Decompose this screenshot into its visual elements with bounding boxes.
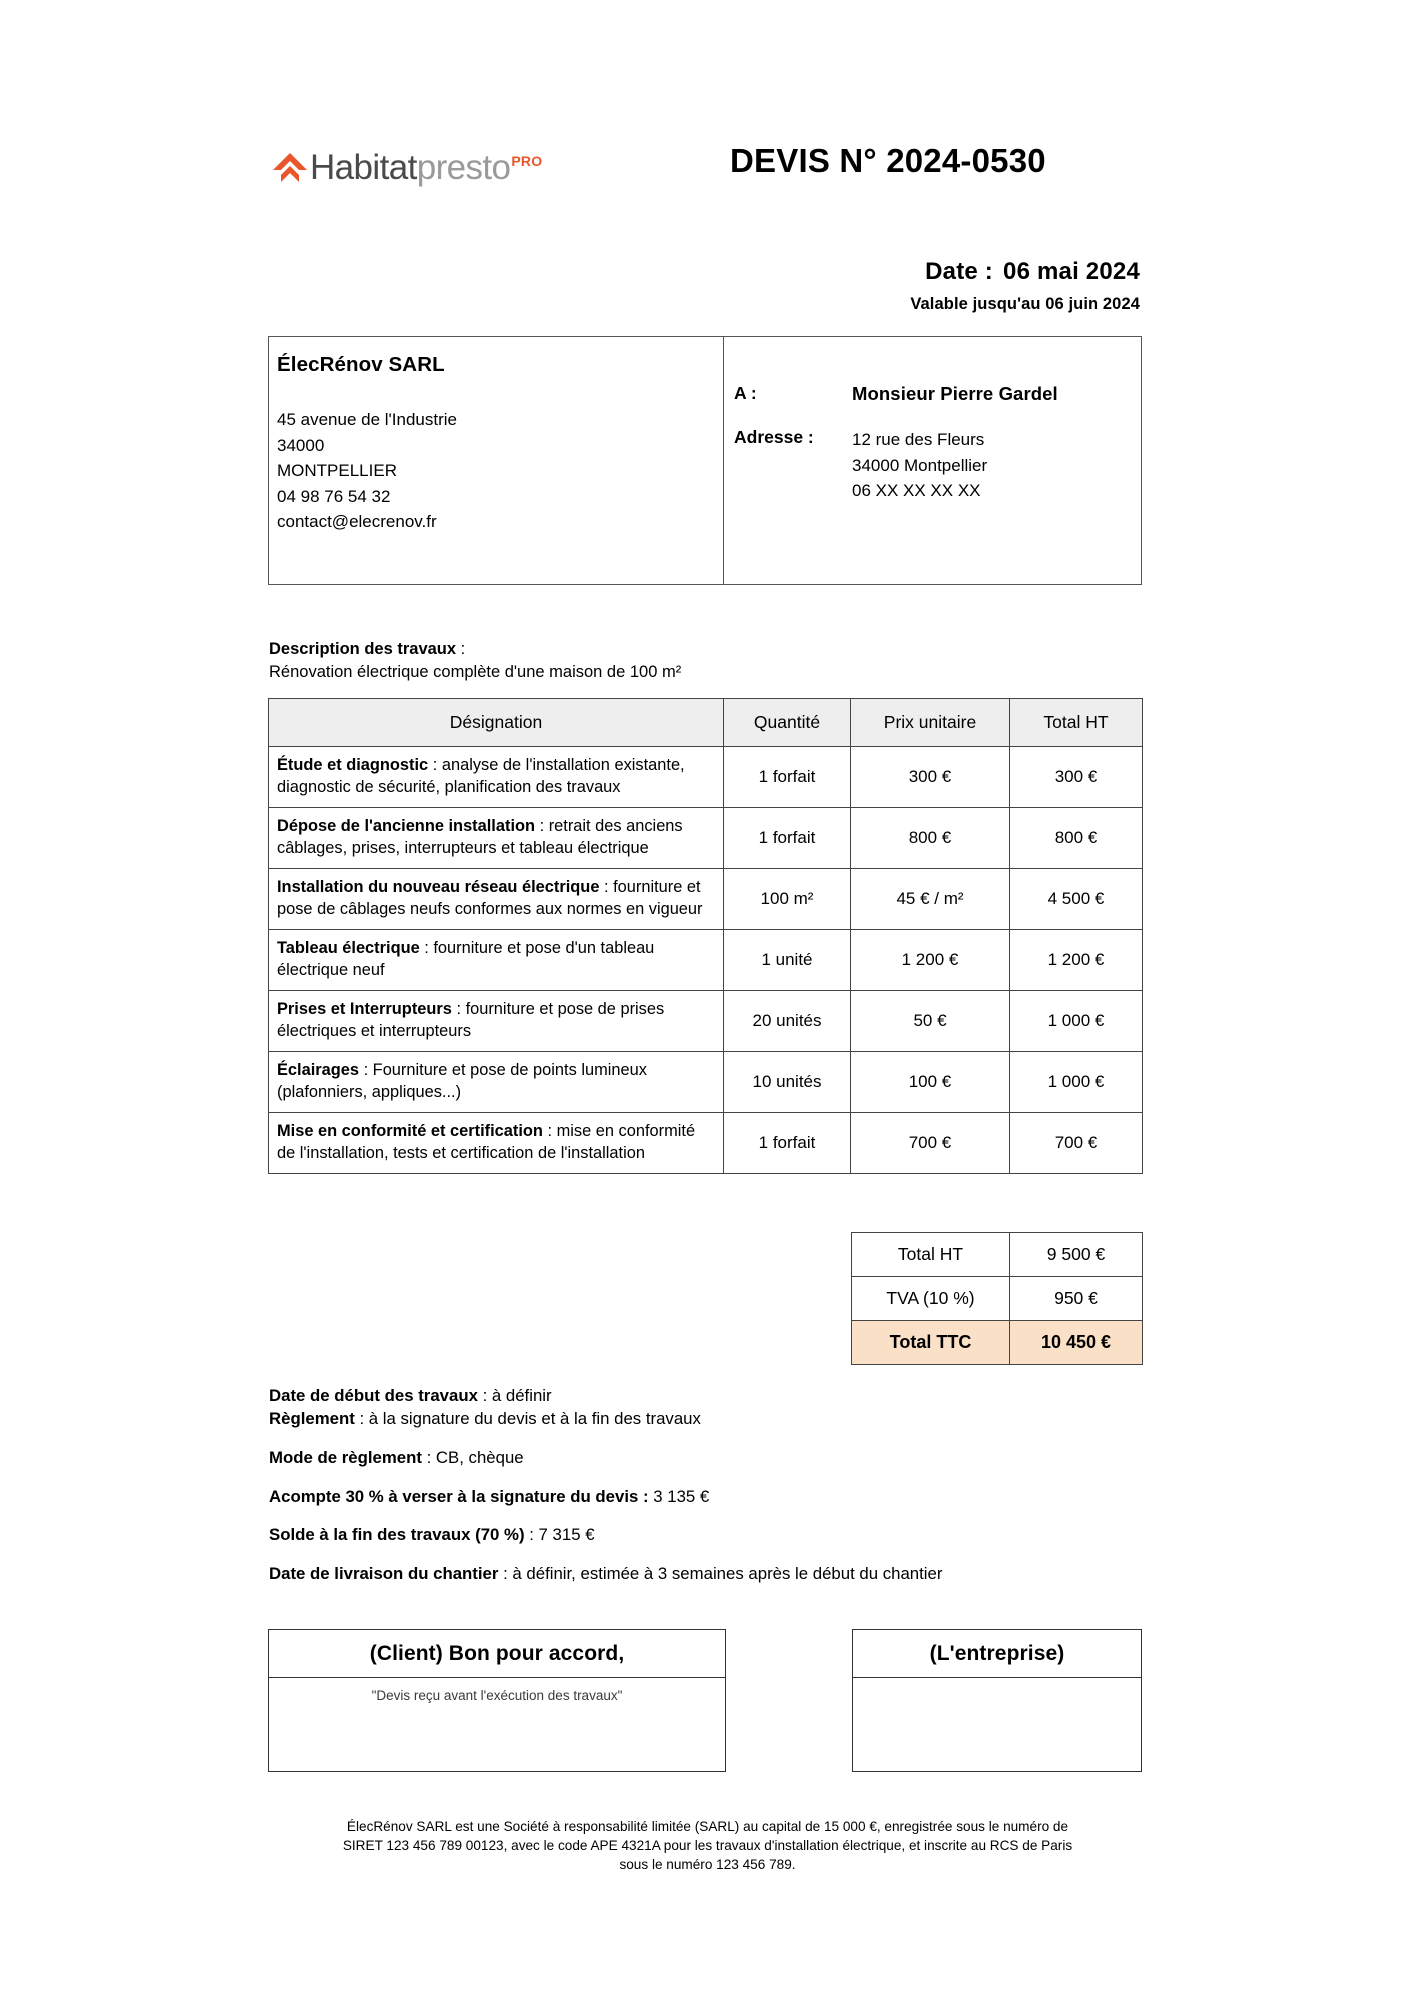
- cell-unit-price: 1 200 €: [851, 930, 1010, 991]
- document-header: [0, 140, 1413, 210]
- cell-unit-price: 700 €: [851, 1113, 1010, 1174]
- table-body: [269, 747, 1143, 1174]
- cell-designation: [269, 869, 724, 930]
- cell-unit-price: 45 € / m²: [851, 869, 1010, 930]
- cell-quantity: 1 forfait: [724, 1113, 851, 1174]
- term-line: [269, 1523, 1149, 1546]
- client-signature-box[interactable]: [268, 1629, 726, 1772]
- cell-quantity: 100 m²: [724, 869, 851, 930]
- client-signature-note: "Devis reçu avant l'exécution des travaux": [371, 1688, 623, 1703]
- parties-box: [268, 336, 1142, 585]
- term-value: : à la signature du devis et à la fin des travaux: [354, 1409, 701, 1428]
- totals-row: [852, 1233, 1143, 1277]
- cell-unit-price: 100 €: [851, 1052, 1010, 1113]
- footer-line-2: SIRET 123 456 789 00123, avec le code APE 4321A pour les travaux d'installation électrique, et inscrite au RCS de Paris: [342, 1838, 1073, 1853]
- habitatpresto-logo: [272, 140, 542, 194]
- term-label: Date de début des travaux: [269, 1386, 478, 1405]
- designation-title: Installation du nouveau réseau électrique: [277, 878, 600, 896]
- cell-total: 4 500 €: [1010, 869, 1143, 930]
- client-address-label: Adresse :: [734, 427, 814, 447]
- devis-date-line: [0, 258, 1140, 286]
- totals-label: Total TTC: [852, 1321, 1010, 1365]
- cell-total: 800 €: [1010, 808, 1143, 869]
- totals-value: 950 €: [1010, 1277, 1143, 1321]
- term-value: : à définir, estimée à 3 semaines après le début du chantier: [498, 1564, 943, 1583]
- totals-body: [852, 1233, 1143, 1365]
- quote-items-table: [268, 698, 1143, 1174]
- date-label: Date :: [925, 258, 994, 285]
- term-label: Solde à la fin des travaux (70 %): [269, 1525, 525, 1544]
- company-signature-area: [853, 1678, 1141, 1688]
- designation-title: Tableau électrique: [277, 939, 420, 957]
- term-line: [269, 1384, 1149, 1407]
- cell-designation: [269, 1113, 724, 1174]
- table-row: [269, 930, 1143, 991]
- term-value: : CB, chèque: [421, 1448, 524, 1467]
- table-row: [269, 808, 1143, 869]
- term-label: Mode de règlement: [269, 1448, 422, 1467]
- cell-designation: [269, 747, 724, 808]
- cell-designation: [269, 930, 724, 991]
- cell-designation: [269, 808, 724, 869]
- header-total-ht: Total HT: [1010, 699, 1143, 747]
- client-address-row: [734, 427, 1141, 504]
- designation-detail: : Fourniture et pose de points lumineux (plafonniers, appliques...): [277, 1061, 647, 1101]
- totals-label: Total HT: [852, 1233, 1010, 1277]
- footer-line-3: sous le numéro 123 456 789.: [619, 1857, 796, 1872]
- client-address-block: [852, 427, 987, 504]
- designation-detail: : mise en conformité de l'installation, tests et certification de l'installation: [277, 1122, 696, 1162]
- designation-title: Étude et diagnostic: [277, 756, 429, 774]
- client-name-row: [734, 383, 1141, 405]
- table-row: [269, 1113, 1143, 1174]
- logo-pro-badge: PRO: [511, 152, 543, 169]
- logo-habitat-text: Habitat: [310, 147, 417, 187]
- cell-quantity: 10 unités: [724, 1052, 851, 1113]
- company-signature-title: (L'entreprise): [853, 1630, 1141, 1678]
- term-value: : à définir: [477, 1386, 552, 1405]
- cell-total: 1 000 €: [1010, 1052, 1143, 1113]
- cell-unit-price: 300 €: [851, 747, 1010, 808]
- designation-detail: : fourniture et pose de câblages neufs conformes aux normes en vigueur: [277, 878, 703, 918]
- table-row: [269, 1052, 1143, 1113]
- designation-title: Éclairages: [277, 1061, 360, 1079]
- table-header-row: [269, 699, 1143, 747]
- description-label: [269, 640, 681, 659]
- cell-quantity: 1 unité: [724, 930, 851, 991]
- totals-table: [851, 1232, 1143, 1365]
- company-address-block: [277, 407, 723, 535]
- company-postal-code: 34000: [277, 435, 325, 455]
- cell-total: 1 200 €: [1010, 930, 1143, 991]
- client-signature-title: (Client) Bon pour accord,: [269, 1630, 725, 1678]
- term-line: [269, 1485, 1149, 1508]
- client-phone: 06 XX XX XX XX: [852, 481, 981, 500]
- totals-label: TVA (10 %): [852, 1277, 1010, 1321]
- totals-row: [852, 1277, 1143, 1321]
- designation-title: Dépose de l'ancienne installation: [277, 817, 536, 835]
- table-row: [269, 991, 1143, 1052]
- cell-quantity: 1 forfait: [724, 747, 851, 808]
- company-city: MONTPELLIER: [277, 461, 397, 480]
- works-description: [269, 640, 681, 682]
- logo-presto-text: presto: [416, 147, 511, 187]
- designation-detail: : fourniture et pose d'un tableau électrique neuf: [277, 939, 655, 979]
- totals-value: 9 500 €: [1010, 1233, 1143, 1277]
- term-label: Acompte 30 % à verser à la signature du devis :: [269, 1487, 649, 1506]
- client-street: 12 rue des Fleurs: [852, 430, 985, 449]
- designation-detail: : fourniture et pose de prises électriques et interrupteurs: [277, 1000, 665, 1040]
- cell-designation: [269, 1052, 724, 1113]
- company-name: ÉlecRénov SARL: [277, 353, 445, 376]
- company-street: 45 avenue de l'Industrie: [277, 410, 457, 429]
- footer-line-1: ÉlecRénov SARL est une Société à responsabilité limitée (SARL) au capital de 15 000 €, enregistrée sous le numéro de: [346, 1819, 1069, 1834]
- designation-detail: : retrait des anciens câblages, prises, interrupteurs et tableau électrique: [277, 817, 683, 857]
- page-title: DEVIS N° 2024-0530: [730, 142, 1046, 179]
- table-row: [269, 869, 1143, 930]
- totals-row: [852, 1321, 1143, 1365]
- description-colon: :: [456, 640, 466, 658]
- cell-quantity: 20 unités: [724, 991, 851, 1052]
- header-quantity: Quantité: [724, 699, 851, 747]
- table-header: [269, 699, 1143, 747]
- cell-total: 700 €: [1010, 1113, 1143, 1174]
- client-info-cell: [724, 337, 1141, 584]
- client-city: 34000 Montpellier: [852, 455, 988, 475]
- cell-total: 1 000 €: [1010, 991, 1143, 1052]
- term-label: Règlement: [269, 1409, 355, 1428]
- cell-unit-price: 50 €: [851, 991, 1010, 1052]
- header-designation: Désignation: [269, 699, 724, 747]
- company-info-cell: [269, 337, 724, 584]
- header-unit-price: Prix unitaire: [851, 699, 1010, 747]
- company-signature-box[interactable]: [852, 1629, 1142, 1772]
- cell-total: 300 €: [1010, 747, 1143, 808]
- description-label-text: Description des travaux: [269, 640, 457, 658]
- term-value: 3 135 €: [648, 1487, 710, 1506]
- cell-designation: [269, 991, 724, 1052]
- house-arrow-logo-icon: [272, 150, 308, 184]
- term-line: [269, 1407, 1149, 1430]
- legal-footer: [265, 1817, 1150, 1874]
- date-block: [0, 258, 1140, 314]
- logo-wordmark: [310, 147, 543, 187]
- payment-terms: [269, 1384, 1149, 1585]
- client-name: Monsieur Pierre Gardel: [852, 383, 1058, 404]
- totals-value: 10 450 €: [1010, 1321, 1143, 1365]
- term-line: [269, 1446, 1149, 1469]
- validity-text: Valable jusqu'au 06 juin 2024: [910, 295, 1140, 313]
- term-value: : 7 315 €: [524, 1525, 595, 1544]
- company-email: contact@elecrenov.fr: [277, 512, 437, 531]
- designation-detail: : analyse de l'installation existante, diagnostic de sécurité, planification des travaux: [277, 756, 685, 796]
- description-text: Rénovation électrique complète d'une maison de 100 m²: [269, 663, 682, 681]
- cell-quantity: 1 forfait: [724, 808, 851, 869]
- cell-unit-price: 800 €: [851, 808, 1010, 869]
- date-value: 06 mai 2024: [1003, 258, 1140, 285]
- term-line: [269, 1562, 1149, 1585]
- designation-title: Mise en conformité et certification: [277, 1122, 543, 1140]
- company-phone: 04 98 76 54 32: [277, 486, 391, 506]
- term-label: Date de livraison du chantier: [269, 1564, 499, 1583]
- designation-title: Prises et Interrupteurs: [277, 1000, 452, 1018]
- table-row: [269, 747, 1143, 808]
- client-to-label: A :: [734, 383, 757, 403]
